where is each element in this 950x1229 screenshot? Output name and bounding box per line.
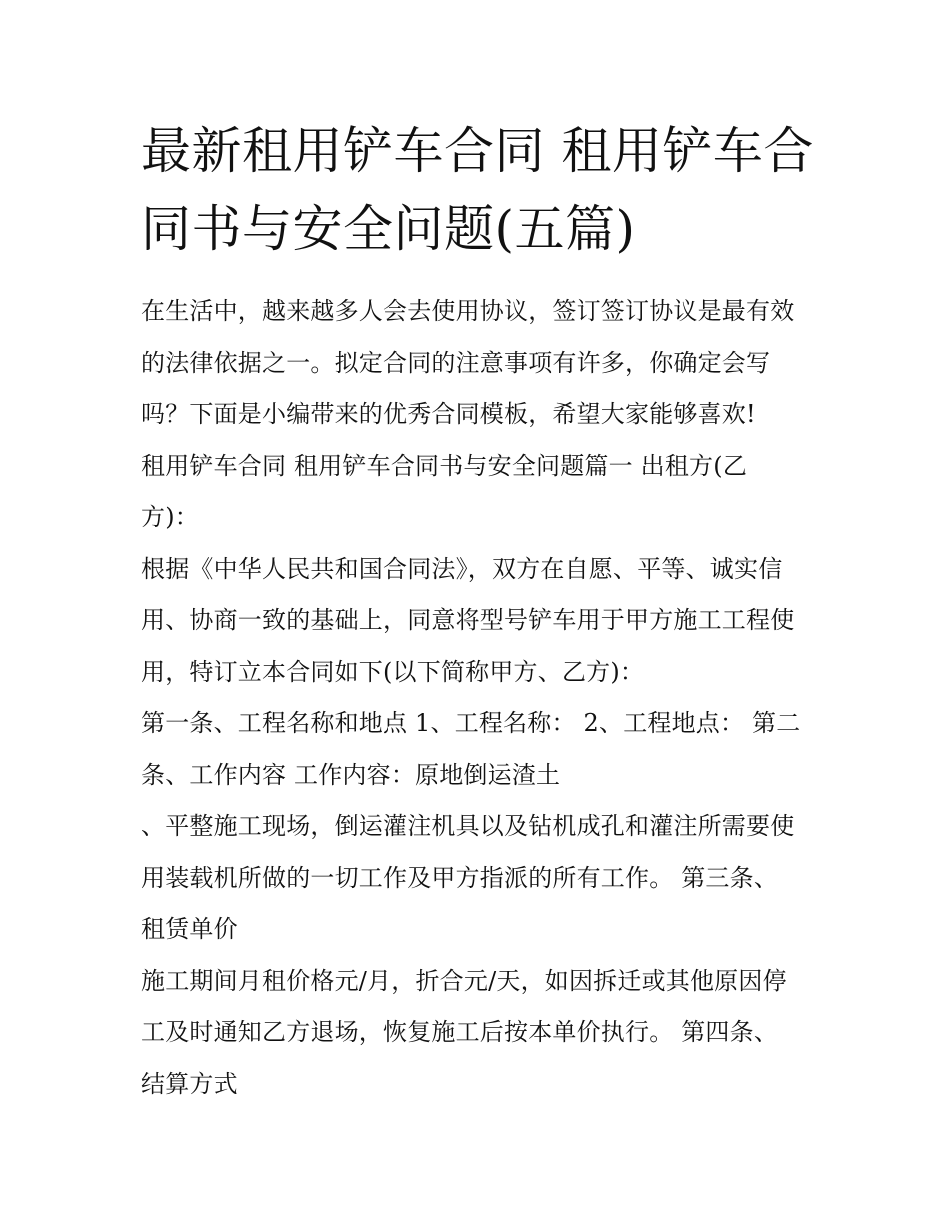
body-line: 结算方式 [141, 1069, 238, 1098]
body-line: 用、协商一致的基础上，同意将型号铲车用于甲方施工工程使 [141, 606, 795, 634]
document-page [141, 112, 813, 1110]
body-line: 方)： [141, 503, 199, 531]
body-line: 条、工作内容 工作内容：原地倒运渣土 [141, 760, 561, 789]
body-line: 租赁单价 [141, 915, 238, 943]
body-line: 第一条、工程名称和地点 1、工程名称： 2、工程地点： 第二 [141, 709, 801, 737]
body-line: 根据《中华人民共和国合同法》，双方在自愿、平等、诚实信 [141, 554, 783, 583]
body-line: 、平整施工现场，倒运灌注机具以及钻机成孔和灌注所需要使 [141, 812, 795, 840]
body-line: 在生活中，越来越多人会去使用协议，签订签订协议是最有效 [141, 297, 795, 325]
title-line: 同书与安全问题(五篇) [141, 200, 636, 258]
body-line: 用，特订立本合同如下(以下简称甲方、乙方)： [141, 657, 645, 686]
body-line: 的法律依据之一。拟定合同的注意事项有许多，你确定会写 [141, 348, 771, 377]
document-title [141, 112, 813, 268]
document-body [141, 286, 813, 1110]
title-line: 最新租用铲车合同 租用铲车合 [141, 122, 814, 180]
body-line: 施工期间月租价格元/月，折合元/天，如因拆迁或其他原因停 [141, 966, 787, 995]
body-line: 工及时通知乙方退场，恢复施工后按本单价执行。 第四条、 [141, 1018, 779, 1046]
body-line: 租用铲车合同 租用铲车合同书与安全问题篇一 出租方(乙 [141, 451, 748, 480]
body-line: 吗？下面是小编带来的优秀合同模板，希望大家能够喜欢! [141, 400, 756, 428]
body-line: 用装载机所做的一切工作及甲方指派的所有工作。 第三条、 [141, 863, 779, 892]
